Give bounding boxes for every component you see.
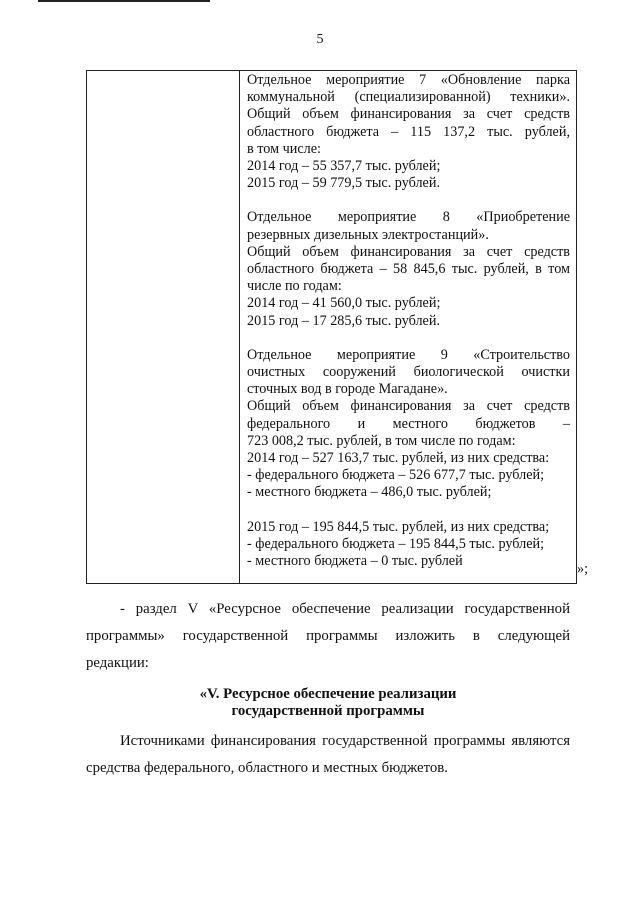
closing-quote-mark: »; [577,561,589,577]
year-line: - федерального бюджета – 195 844,5 тыс. рублей; [247,535,545,552]
year-line: 2014 год – 527 163,7 тыс. рублей, из них средства: [247,450,550,467]
header-rule [38,0,210,2]
amendment-line: программы» государственной программы изложить в следующей [86,628,570,644]
financing-line: числе по годам: [247,278,342,295]
financing-line: Общий объем финансирования за счет средств [247,106,570,123]
section-heading-line: государственной программы [231,703,425,719]
measure-title-line: сточных вод в городе Магадане». [247,381,448,398]
measure-7-block [247,72,570,192]
section-heading-line: «V. Ресурсное обеспечение реализации [199,686,457,702]
amendment-line: - раздел V «Ресурсное обеспечение реализации государственной [120,601,570,617]
page-number: 5 [316,32,324,47]
measure-9-block [247,347,570,502]
financing-table [86,70,577,584]
financing-line: областного бюджета – 58 845,6 тыс. рублей, в том [247,261,570,278]
measure-title-line: коммунальной (специализированной) техники». [247,89,570,106]
section-heading [86,686,570,720]
section-body-line: средства федерального, областного и местных бюджетов. [86,760,448,776]
section-body-line: Источниками финансирования государственной программы являются [120,733,570,749]
year-line: - федерального бюджета – 526 677,7 тыс. рублей; [247,467,545,484]
amendment-line: редакции: [86,655,149,671]
section-body [86,728,570,782]
measure-8-block [247,209,570,329]
table-column-divider [239,71,240,583]
measure-title-line: Отдельное мероприятие 7 «Обновление парка [247,72,570,88]
year-line: 2015 год – 17 285,6 тыс. рублей. [247,312,440,329]
measure-title-line: Отдельное мероприятие 8 «Приобретение [247,209,570,226]
financing-line: 723 008,2 тыс. рублей, в том числе по годам: [247,432,516,449]
year-line: - местного бюджета – 486,0 тыс. рублей; [247,484,492,501]
table-cell-financing [247,72,570,587]
measure-title-line: Отдельное мероприятие 9 «Строительство [247,346,570,363]
financing-line: Общий объем финансирования за счет средств [247,243,570,260]
financing-line: областного бюджета – 115 137,2 тыс. рублей, [247,123,570,140]
year-line: 2015 год – 195 844,5 тыс. рублей, из них средства; [247,518,550,535]
measure-title-line: резервных дизельных электростанций». [247,226,489,243]
measure-9-2015-block [247,519,570,571]
measure-title-line: очистных сооружений биологической очистки [247,364,570,381]
amendment-paragraph [86,596,570,677]
financing-line: Общий объем финансирования за счет средств [247,398,570,415]
year-line: 2014 год – 41 560,0 тыс. рублей; [247,295,441,312]
year-line: 2015 год – 59 779,5 тыс. рублей. [247,175,440,192]
financing-line: федерального и местного бюджетов – [247,415,570,432]
financing-line: в том числе: [247,140,321,157]
year-line: 2014 год – 55 357,7 тыс. рублей; [247,158,441,175]
year-line: - местного бюджета – 0 тыс. рублей [247,553,463,570]
